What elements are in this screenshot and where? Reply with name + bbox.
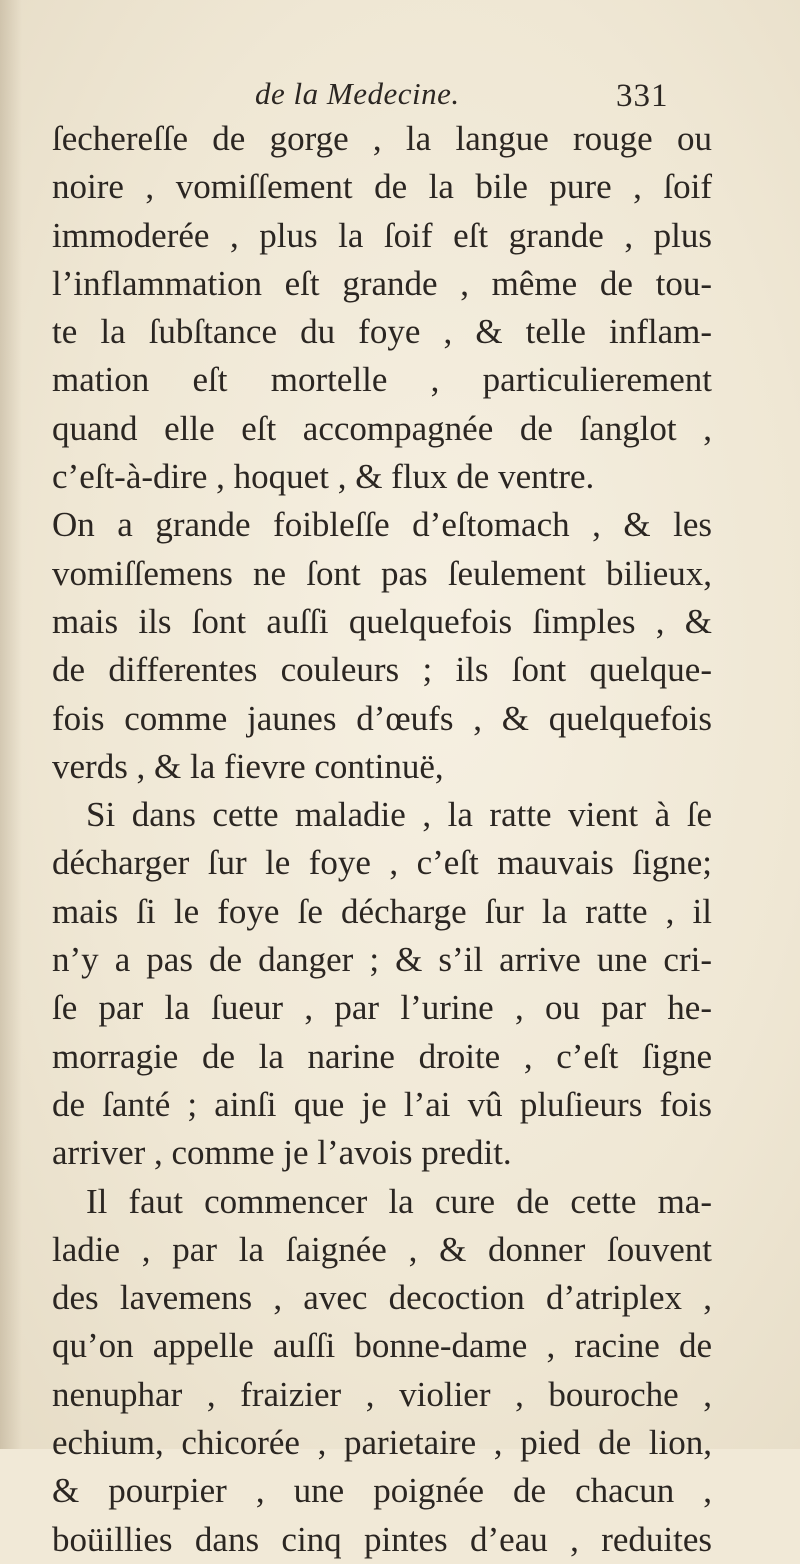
text-line: des lavemens , avec decoction d’atriplex ,	[52, 1278, 712, 1318]
page-number: 331	[616, 78, 669, 114]
text-line: ſechereſſe de gorge , la langue rouge ou	[52, 119, 712, 158]
text-line: c’eſt-à-dire , hoquet , & flux de ventre.	[52, 457, 595, 497]
text-line: ſe par la ſueur , par l’urine , ou par he-	[52, 988, 712, 1028]
text-line: Il faut commencer la cure de cette ma-	[86, 1181, 712, 1221]
text-line: mation eſt mortelle , particulierement	[52, 360, 712, 400]
text-line: noire , vomiſſement de la bile pure , ſoif	[52, 167, 712, 207]
body-text	[52, 115, 712, 1564]
text-line: fois comme jaunes d’œufs , & quelquefois	[52, 698, 712, 738]
text-line: te la ſubſtance du foye , & telle inflam-	[52, 312, 712, 352]
text-line: mais ſi le foye ſe décharge ſur la ratte , il	[52, 891, 712, 931]
text-line: mais ils ſont auſſi quelquefois ſimples , &	[52, 601, 712, 641]
page-gutter-shadow	[0, 0, 22, 1449]
text-line: l’inflammation eſt grande , même de tou-	[52, 263, 712, 303]
text-line: n’y a pas de danger ; & s’il arrive une cri-	[52, 940, 712, 980]
text-line: arriver , comme je l’avois predit.	[52, 1133, 512, 1173]
text-line: morragie de la narine droite , c’eſt ſigne	[52, 1036, 712, 1076]
text-line: Si dans cette maladie , la ratte vient à ſe	[86, 795, 712, 835]
text-line: nenuphar , fraizier , violier , bouroche ,	[52, 1374, 712, 1414]
text-line: On a grande foibleſſe d’eſtomach , & les	[52, 505, 712, 545]
running-head: de la Medecine.	[255, 76, 460, 111]
text-line: quand elle eſt accompagnée de ſanglot ,	[52, 408, 712, 448]
text-line: & pourpier , une poignée de chacun ,	[52, 1471, 712, 1511]
page-header	[0, 76, 800, 120]
text-line: qu’on appelle auſſi bonne-dame , racine de	[52, 1326, 712, 1366]
text-line: boüillies dans cinq pintes d’eau , reduites	[52, 1519, 712, 1559]
text-line: de differentes couleurs ; ils ſont quelque-	[52, 650, 712, 690]
text-line: décharger ſur le foye , c’eſt mauvais ſigne;	[52, 843, 712, 883]
text-line: de ſanté ; ainſi que je l’ai vû pluſieurs fois	[52, 1084, 712, 1124]
text-line: vomiſſemens ne ſont pas ſeulement bilieux,	[52, 553, 712, 593]
text-line: verds , & la fievre continuë,	[52, 746, 444, 786]
text-line: ladie , par la ſaignée , & donner ſouvent	[52, 1229, 712, 1269]
text-line: immoderée , plus la ſoif eſt grande , plus	[52, 215, 712, 255]
text-line: echium, chicorée , parietaire , pied de lion,	[52, 1423, 712, 1463]
